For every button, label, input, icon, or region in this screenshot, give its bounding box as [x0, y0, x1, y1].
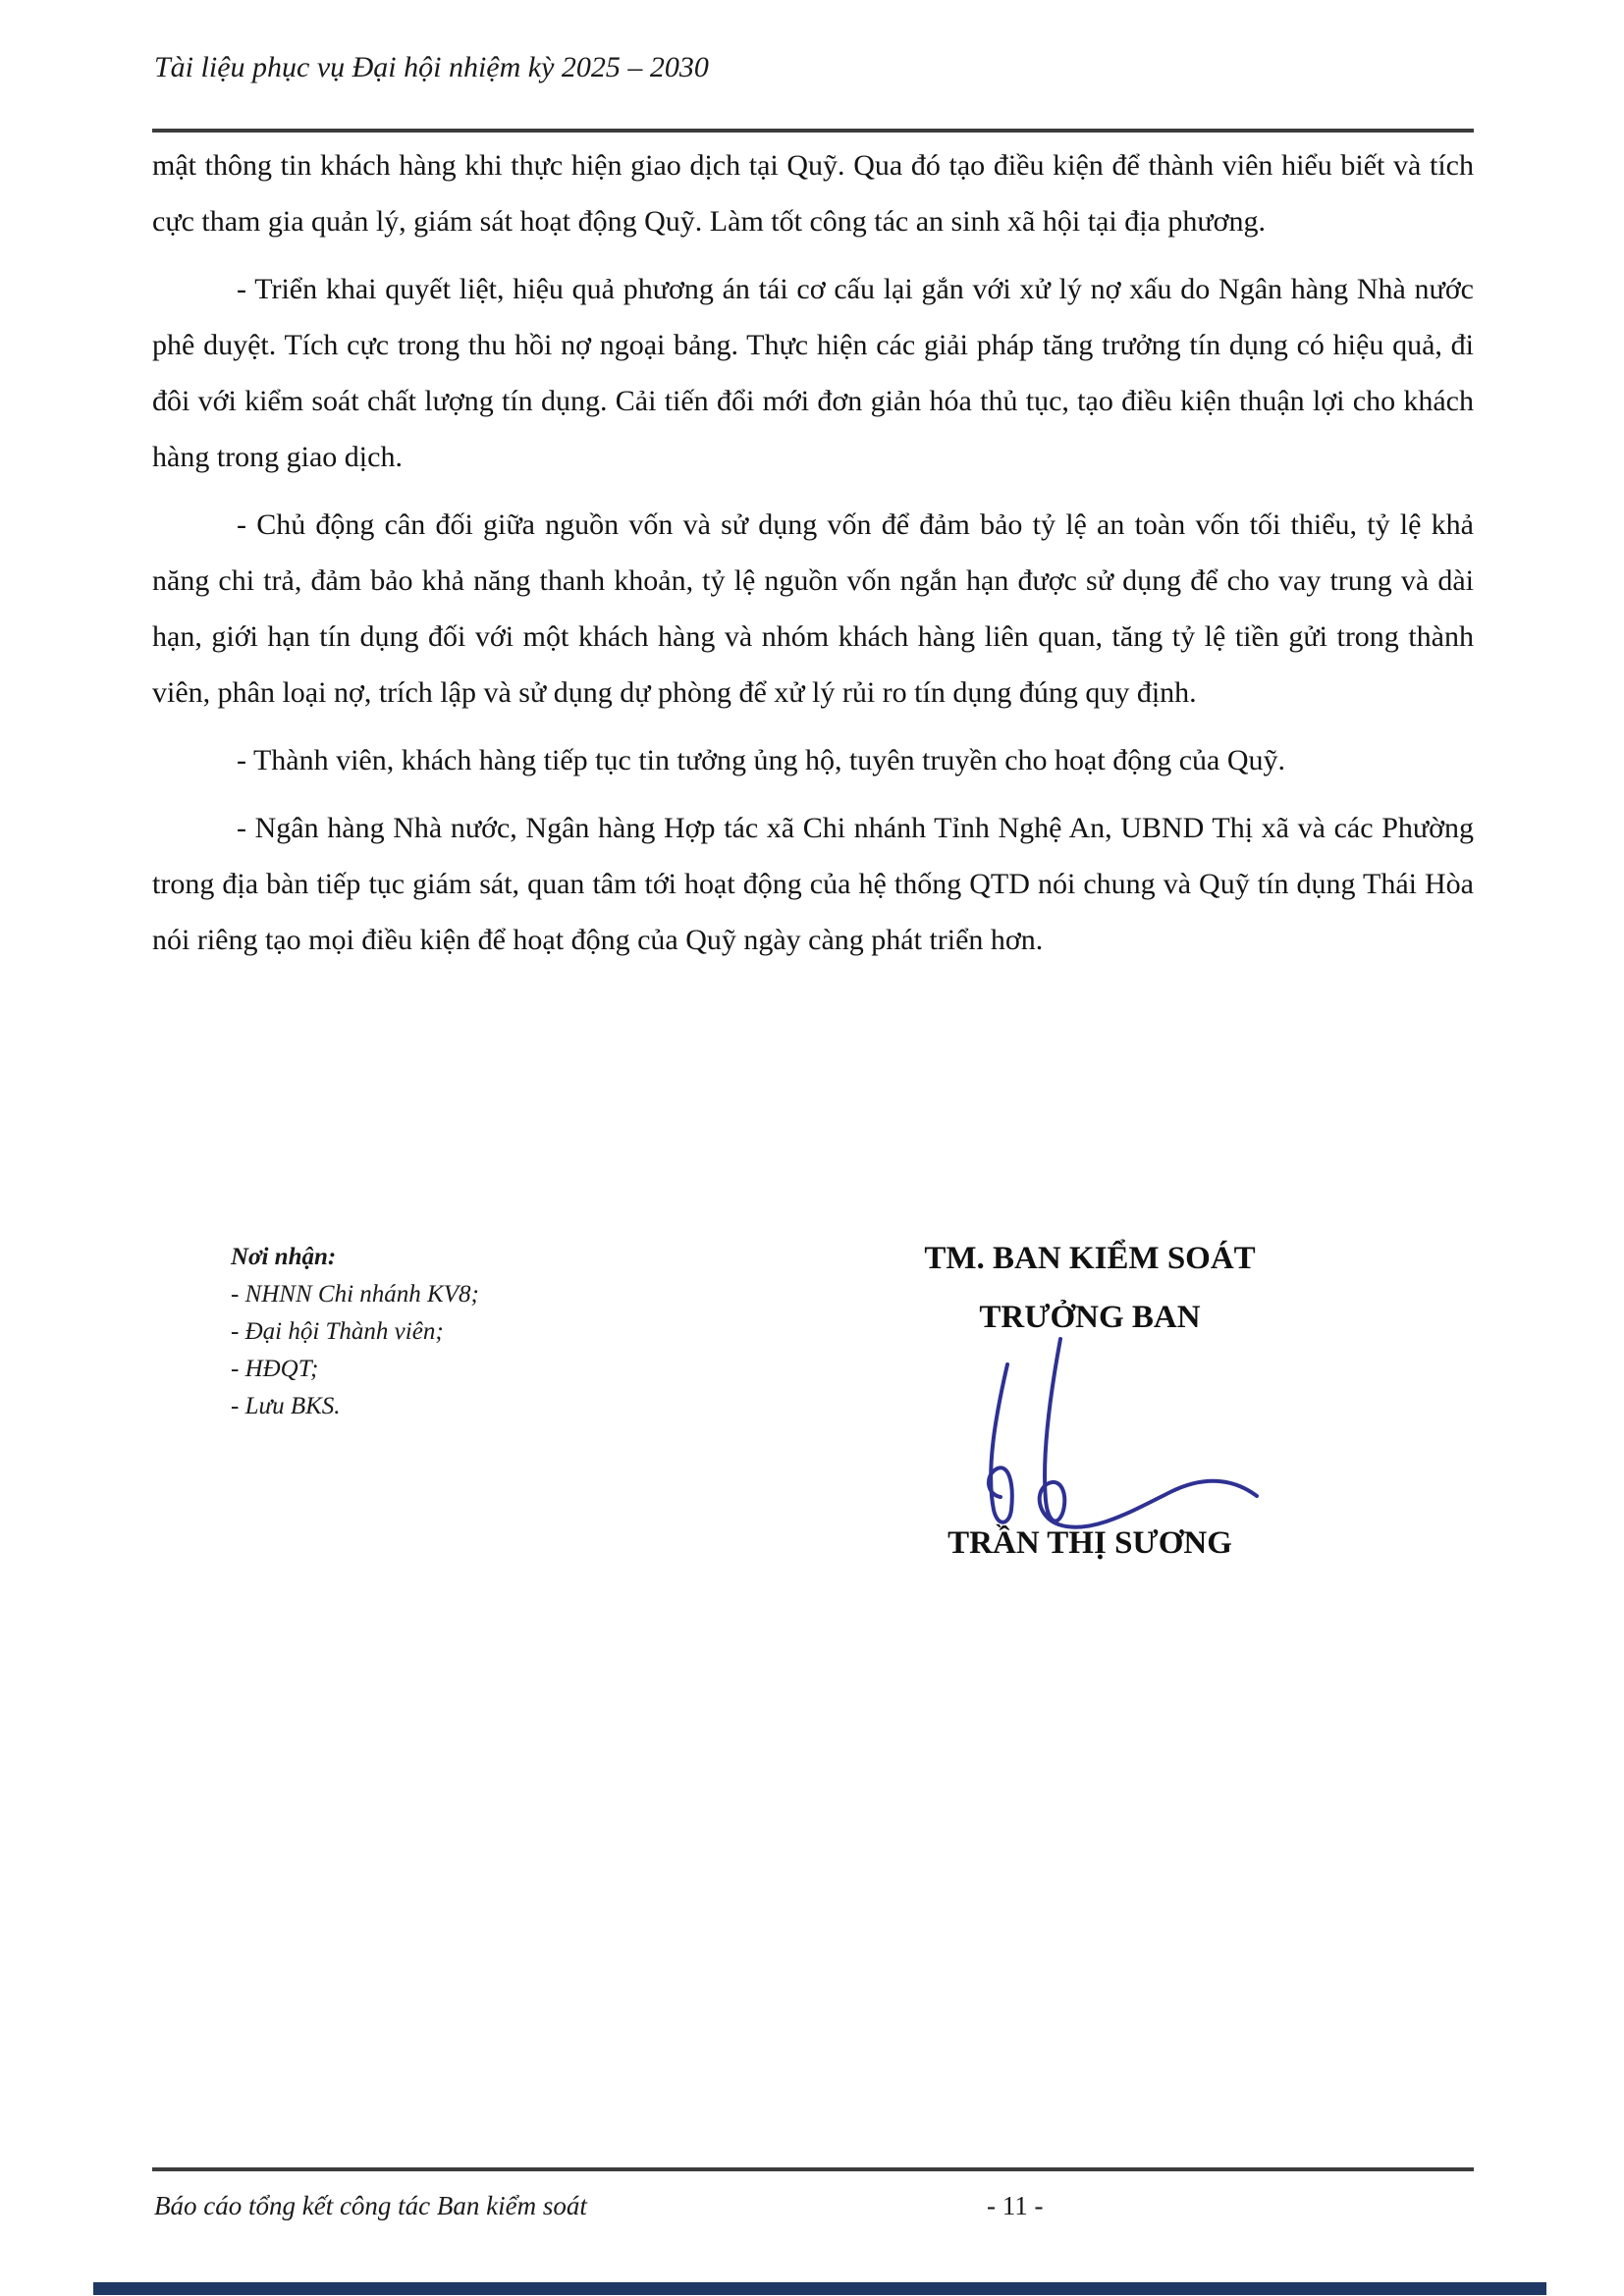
signature-stroke-group	[989, 1339, 1257, 1527]
footer-rule	[152, 2167, 1474, 2171]
recipient-item: - Đại hội Thành viên;	[231, 1318, 444, 1345]
recipient-item: - Lưu BKS.	[231, 1393, 341, 1419]
header-rule	[152, 129, 1474, 133]
footer-doc-title: Báo cáo tổng kết công tác Ban kiểm soát	[154, 2191, 587, 2220]
signature-image	[844, 1331, 1335, 1539]
signature-org-line: TM. BAN KIỂM SOÁT	[924, 1241, 1256, 1276]
paragraph: mật thông tin khách hàng khi thực hiện giao dịch tại Quỹ. Qua đó tạo điều kiện để thành viên hiểu biết và tích cực tham gia quản lý, giám sát hoạt động Quỹ. Làm tốt công tác an sinh xã hội tại địa phương.	[152, 149, 1474, 238]
paragraph: - Ngân hàng Nhà nước, Ngân hàng Hợp tác xã Chi nhánh Tỉnh Nghệ An, UBND Thị xã và các Phường trong địa bàn tiếp tục giám sát, quan tâm tới hoạt động của hệ thống QTD nói chung và Quỹ tín dụng Thái Hòa nói riêng tạo mọi điều kiện để hoạt động của Quỹ ngày càng phát triển hơn.	[152, 812, 1474, 956]
paragraph: - Triển khai quyết liệt, hiệu quả phương án tái cơ cấu lại gắn với xử lý nợ xấu do Ngân hàng Nhà nước phê duyệt. Tích cực trong thu hồi nợ ngoại bảng. Thực hiện các giải pháp tăng trưởng tín dụng có hiệu quả, đi đôi với kiểm soát chất lượng tín dụng. Cải tiến đổi mới đơn giản hóa thủ tục, tạo điều kiện thuận lợi cho khách hàng trong giao dịch.	[152, 273, 1474, 473]
recipient-item: - NHNN Chi nhánh KV8;	[231, 1281, 479, 1308]
signature-role-line: TRƯỞNG BAN	[979, 1300, 1201, 1335]
signer-name: TRẦN THỊ SƯƠNG	[947, 1525, 1232, 1561]
recipient-item: - HĐQT;	[231, 1356, 319, 1382]
header-title: Tài liệu phục vụ Đại hội nhiệm kỳ 2025 – 2030	[154, 51, 709, 83]
recipients-title: Nơi nhận:	[231, 1244, 337, 1270]
footer-page-number: - 11 -	[987, 2191, 1044, 2220]
document-body	[152, 137, 1474, 980]
recipients-block	[231, 1239, 479, 1425]
paragraph: - Chủ động cân đối giữa nguồn vốn và sử dụng vốn để đảm bảo tỷ lệ an toàn vốn tối thiểu, tỷ lệ khả năng chi trả, đảm bảo khả năng thanh khoản, tỷ lệ nguồn vốn ngắn hạn được sử dụng để cho vay trung và dài hạn, giới hạn tín dụng đối với một khách hàng và nhóm khách hàng liên quan, tăng tỷ lệ tiền gửi trong thành viên, phân loại nợ, trích lập và sử dụng dự phòng để xử lý rủi ro tín dụng đúng quy định.	[152, 508, 1474, 709]
signature-block	[844, 1239, 1335, 1562]
paragraph: - Thành viên, khách hàng tiếp tục tin tưởng ủng hộ, tuyên truyền cho hoạt động của Quỹ.	[237, 744, 1286, 776]
bottom-bar	[93, 2282, 1546, 2295]
